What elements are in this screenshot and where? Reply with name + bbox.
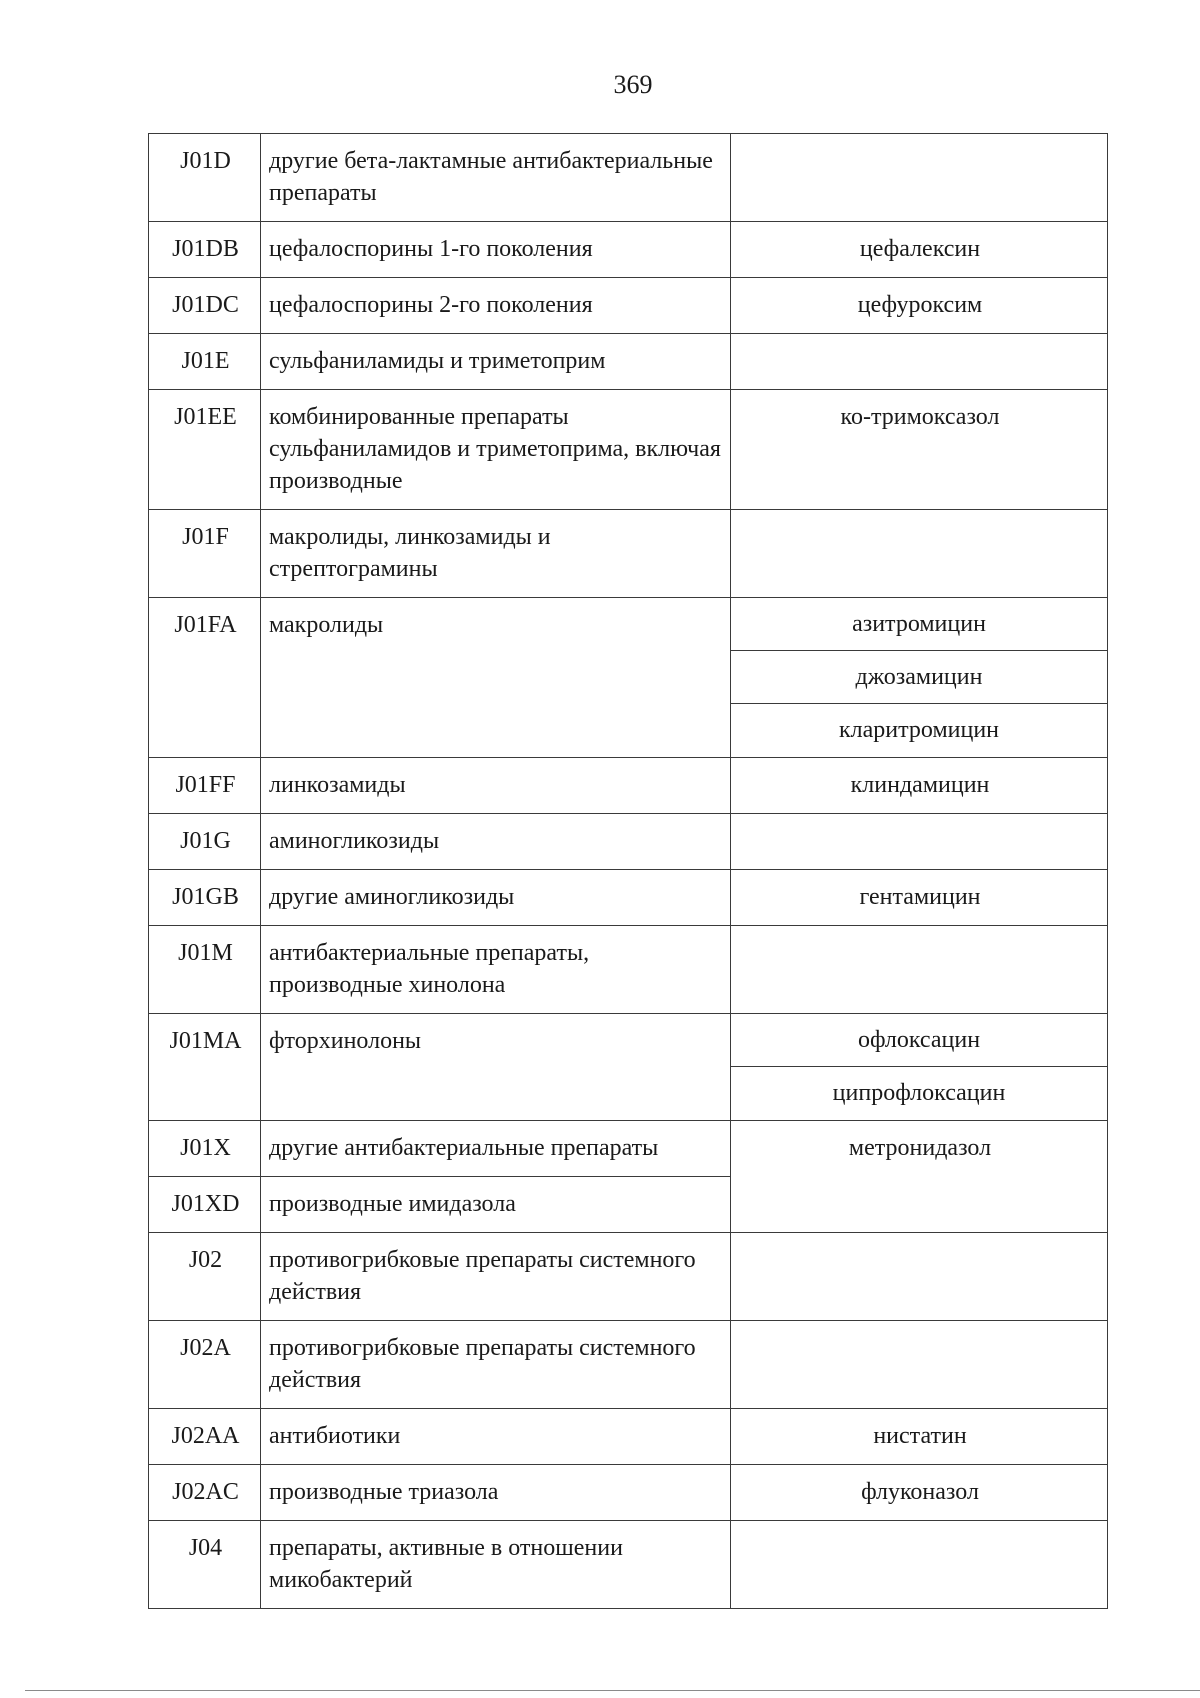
atc-group-name: аминогликозиды — [261, 814, 731, 870]
drug-name: цефуроксим — [731, 278, 1108, 334]
drug-list — [731, 1014, 1108, 1121]
atc-code: J01M — [149, 926, 261, 1014]
atc-code: J02AC — [149, 1465, 261, 1521]
atc-code: J02A — [149, 1321, 261, 1409]
atc-group-name: другие бета-лактамные антибактериальные препараты — [261, 134, 731, 222]
table-row — [149, 134, 1108, 222]
atc-group-name: антибактериальные препараты, производные хинолона — [261, 926, 731, 1014]
drug-name — [731, 1233, 1108, 1321]
drug-name — [731, 334, 1108, 390]
atc-group-name: другие аминогликозиды — [261, 870, 731, 926]
table-row — [149, 390, 1108, 510]
table-row — [149, 1121, 1108, 1177]
table-row — [149, 870, 1108, 926]
drug-name — [731, 1521, 1108, 1609]
table-row — [149, 1465, 1108, 1521]
atc-group-name: противогрибковые препараты системного действия — [261, 1233, 731, 1321]
drug-name: метронидазол — [731, 1121, 1108, 1233]
atc-code: J01GB — [149, 870, 261, 926]
atc-group-name: макролиды, линкозамиды и стрептограмины — [261, 510, 731, 598]
drug-name — [731, 926, 1108, 1014]
atc-code: J01FF — [149, 758, 261, 814]
atc-code: J01E — [149, 334, 261, 390]
table-row — [149, 1521, 1108, 1609]
table-row — [149, 926, 1108, 1014]
drug-name: гентамицин — [731, 870, 1108, 926]
atc-code: J01MA — [149, 1014, 261, 1121]
atc-code: J01DB — [149, 222, 261, 278]
atc-group-name: линкозамиды — [261, 758, 731, 814]
atc-group-name: цефалоспорины 1-го поколения — [261, 222, 731, 278]
table-row — [149, 510, 1108, 598]
table-row — [149, 278, 1108, 334]
table-row — [149, 1014, 1108, 1121]
atc-code: J01EE — [149, 390, 261, 510]
atc-group-name: цефалоспорины 2-го поколения — [261, 278, 731, 334]
atc-code: J01FA — [149, 598, 261, 758]
atc-group-name: макролиды — [261, 598, 731, 758]
atc-group-name: другие антибактериальные препараты — [261, 1121, 731, 1177]
atc-group-name: препараты, активные в отношении микобактерий — [261, 1521, 731, 1609]
atc-code: J01X — [149, 1121, 261, 1177]
atc-code: J01XD — [149, 1177, 261, 1233]
atc-group-name: производные имидазола — [261, 1177, 731, 1233]
table-row — [149, 598, 1108, 758]
drug-list — [731, 598, 1108, 758]
drug-name: флуконазол — [731, 1465, 1108, 1521]
table-row — [149, 758, 1108, 814]
atc-code: J01D — [149, 134, 261, 222]
drug-name: цефалексин — [731, 222, 1108, 278]
drug-name: кларитромицин — [838, 717, 1000, 743]
table-row — [149, 1409, 1108, 1465]
atc-group-name: фторхинолоны — [261, 1014, 731, 1121]
drug-name — [731, 134, 1108, 222]
table-row — [149, 1233, 1108, 1321]
atc-group-name: противогрибковые препараты системного действия — [261, 1321, 731, 1409]
atc-group-name: антибиотики — [261, 1409, 731, 1465]
atc-code: J01DC — [149, 278, 261, 334]
table-row — [149, 1321, 1108, 1409]
table-row — [149, 334, 1108, 390]
atc-table — [148, 133, 1108, 1609]
atc-group-name: сульфаниламиды и триметоприм — [261, 334, 731, 390]
drug-name: джозамицин — [731, 651, 1107, 704]
atc-group-name: производные триазола — [261, 1465, 731, 1521]
drug-name: ципрофлоксацин — [832, 1080, 1006, 1106]
drug-name — [731, 1321, 1108, 1409]
footer-rule — [25, 1690, 1200, 1691]
drug-name: нистатин — [731, 1409, 1108, 1465]
atc-code: J01F — [149, 510, 261, 598]
atc-group-name: комбинированные препараты сульфаниламидов и триметоприма, включая производные — [261, 390, 731, 510]
drug-name — [731, 814, 1108, 870]
drug-name — [731, 510, 1108, 598]
drug-name: азитромицин — [731, 598, 1107, 651]
atc-code: J04 — [149, 1521, 261, 1609]
drug-name: клиндамицин — [731, 758, 1108, 814]
atc-code: J02AA — [149, 1409, 261, 1465]
table-row — [149, 222, 1108, 278]
atc-code: J02 — [149, 1233, 261, 1321]
page-number: 369 — [613, 70, 653, 99]
drug-name: ко-тримоксазол — [731, 390, 1108, 510]
table-row — [149, 814, 1108, 870]
atc-code: J01G — [149, 814, 261, 870]
drug-name: офлоксацин — [731, 1014, 1107, 1067]
